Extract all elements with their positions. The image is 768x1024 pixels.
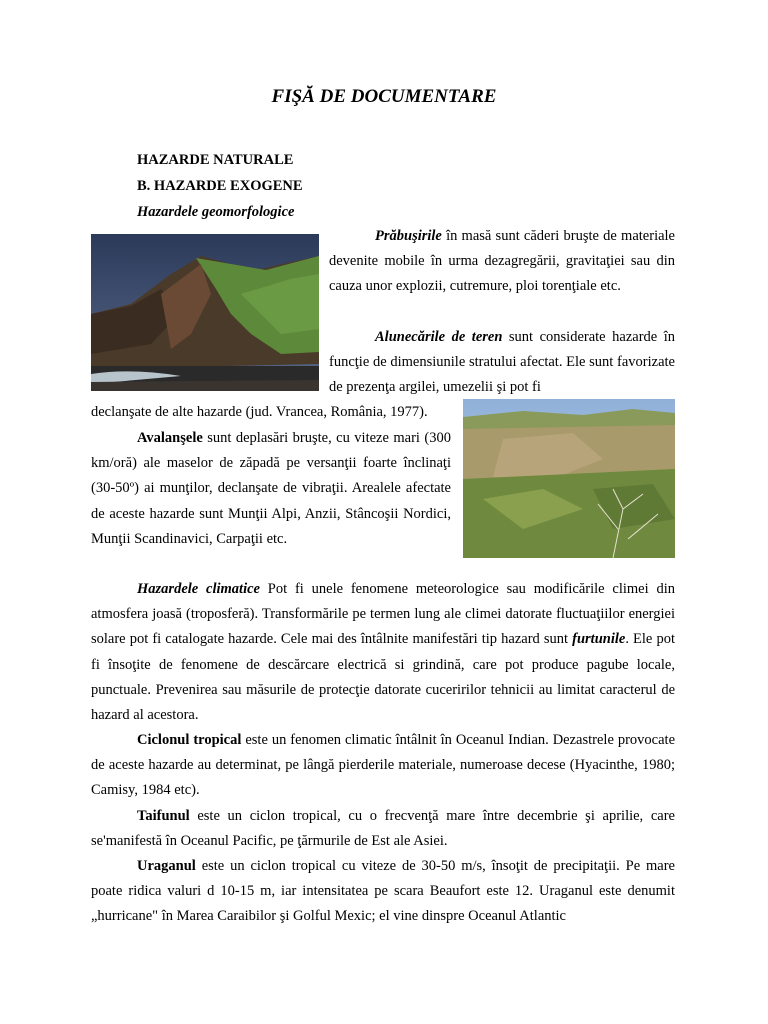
heading-hazarde-naturale: HAZARDE NATURALE [137, 152, 294, 168]
coastal-cliff-photo [91, 234, 319, 391]
paragraph-uraganul: Uraganul este un ciclon tropical cu viteze de 30-50 m/s, însoţit de precipitaţii. Pe mare poate ridica valuri d 10-15 m, iar intensitatea pe scara Beaufort este 12. Uraganul este denumit „hurricane" în Marea Caraibilor şi Golful Mexic; el vine dinspre Oceanul Atlantic [91, 858, 675, 925]
paragraph-hazardele-climatice: Hazardele climatice Pot fi unele fenomene meteorologice sau modificările climei din atmosfera joasă (troposferă). Transformările pe termen lung ale climei datorate fluctuaţiilor energiei solare pot fi catalogate hazarde. Cele mai des întâlnite manifestări tip hazard sunt furtunile. Ele pot fi însoţite de fenomene de descărcare electrică si grindină, care pot produce pagube locale, punctuale. Prevenirea sau măsurile de protecţie datorate cuceririlor tehnicii au limitat caracterul de hazard al acestora. [91, 581, 675, 724]
paragraph-prabusirile: Prăbuşirile în masă sunt căderi bruşte de materiale devenite mobile în urma dezagregării, gravitaţiei sau din cauza unor explozii, cutremure, ploi torenţiale etc. [329, 228, 675, 295]
paragraph-taifunul: Taifunul este un ciclon tropical, cu o frecvenţă mare între decembrie şi aprilie, care se'manifestă în Oceanul Pacific, pe ţărmurile de Est ale Asiei. [91, 808, 675, 850]
page-title: FIŞĂ DE DOCUMENTARE [271, 86, 497, 107]
heading-hazarde-exogene: B. HAZARDE EXOGENE [137, 178, 303, 194]
paragraph-alunecarile-cont: declanşate de alte hazarde (jud. Vrancea, România, 1977). [91, 404, 428, 420]
landslide-hill-photo [463, 399, 675, 558]
paragraph-alunecarile: Alunecările de teren sunt considerate hazarde în funcţie de dimensiunile stratului afectat. Ele sunt favorizate de prezenţa argilei, umezelii şi pot fi [329, 329, 675, 396]
heading-hazardele-geomorfologice: Hazardele geomorfologice [137, 204, 295, 220]
paragraph-avalansele: Avalanşele sunt deplasări bruşte, cu viteze mari (300 km/oră) ale maselor de zăpadă pe versanţii foarte înclinaţi (30-50º) ai munţilor, declanşate de vibraţii. Arealele afectate de aceste hazarde sunt Munţii Alpi, Anzii, Stâncoşii Nordici, Munţii Scandinavici, Carpaţii etc. [91, 430, 451, 547]
paragraph-ciclonul-tropical: Ciclonul tropical este un fenomen climatic întâlnit în Oceanul Indian. Dezastrele provocate de aceste hazarde au determinat, pe lângă pierderile materiale, numeroase decese (Hyacinthe, 1980; Camisy, 1984 etc). [91, 732, 675, 799]
